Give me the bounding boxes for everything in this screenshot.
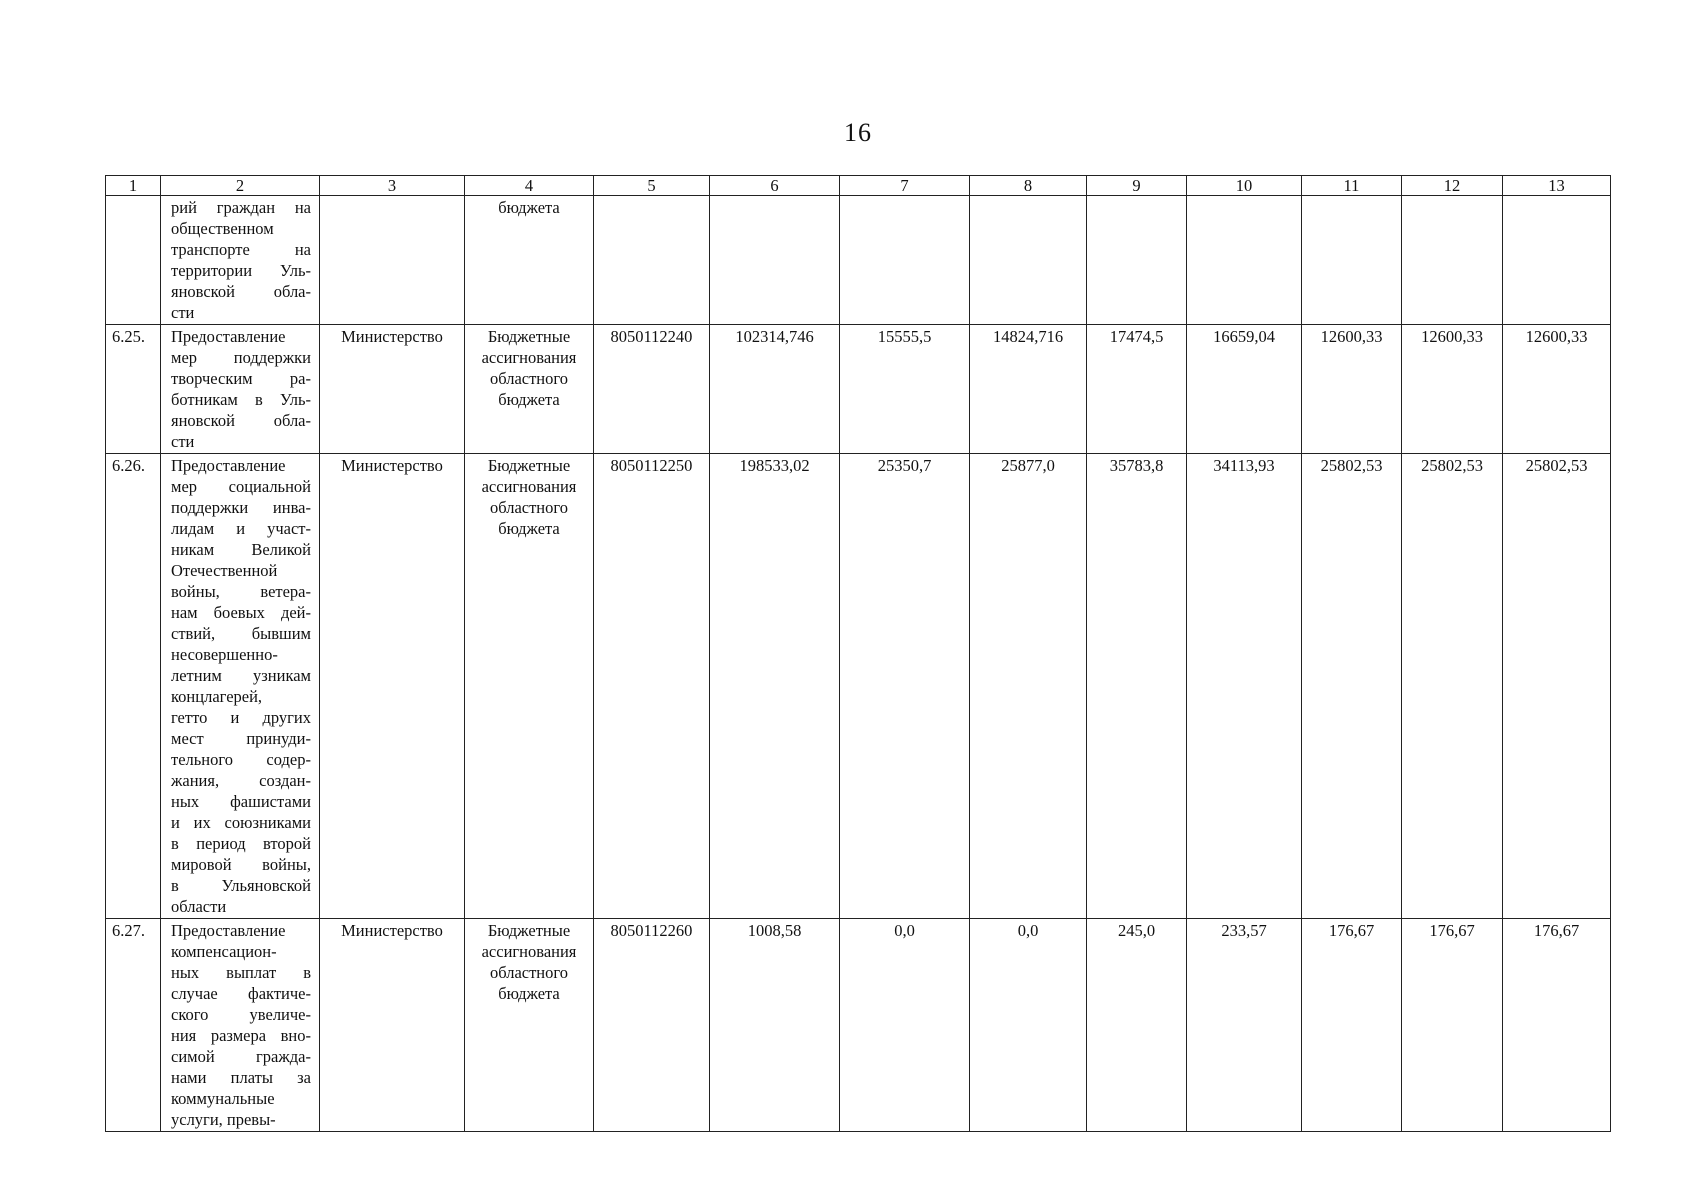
row-value-col-13: 176,67 [1503,919,1611,1132]
column-header-3: 3 [320,176,465,196]
funding-source-line: ассигнования [481,942,577,961]
column-header-6: 6 [710,176,840,196]
row-budget-code: 8050112240 [594,325,710,454]
description-line: Предоставление [171,327,286,346]
row-description [161,196,320,325]
row-executor: Министерство [320,919,465,1132]
description-line: сти [171,303,195,322]
row-value-col-10: 16659,04 [1187,325,1302,454]
description-line: симой гражда- [171,1047,311,1066]
row-value-col-13: 25802,53 [1503,454,1611,919]
row-executor: Министерство [320,454,465,919]
budget-table [105,175,1611,1132]
row-budget-code: 8050112250 [594,454,710,919]
header-row [106,176,1611,196]
description-line: тельного содер- [171,750,311,769]
description-line: яновской обла- [171,282,311,301]
description-line: и их союзниками [171,813,311,832]
description-line: яновской обла- [171,411,311,430]
description-line: мер социальной [171,477,311,496]
description-line: концлагерей, [171,687,263,706]
row-value-col-7: 15555,5 [840,325,970,454]
row-value-col-13 [1503,196,1611,325]
description-line: Предоставление [171,456,286,475]
row-value-col-6: 198533,02 [710,454,840,919]
row-number: 6.27. [106,919,161,1132]
row-value-col-6 [710,196,840,325]
table-row [106,325,1611,454]
row-value-col-7: 25350,7 [840,454,970,919]
row-value-col-9: 245,0 [1087,919,1187,1132]
funding-source-line: бюджета [498,984,560,1003]
description-line: общественном [171,219,274,238]
description-line: территории Уль- [171,261,311,280]
funding-source-line: ассигнования [481,348,577,367]
row-executor [320,196,465,325]
description-line: никам Великой [171,540,311,559]
description-line: поддержки инва- [171,498,311,517]
description-line: творческим ра- [171,369,311,388]
row-value-col-8 [970,196,1087,325]
row-description [161,325,320,454]
row-funding-source [465,454,594,919]
page-number: 16 [844,118,872,147]
row-number: 6.25. [106,325,161,454]
description-line: коммунальные [171,1089,275,1108]
column-header-10: 10 [1187,176,1302,196]
row-value-col-12: 12600,33 [1402,325,1503,454]
row-value-col-10: 233,57 [1187,919,1302,1132]
row-value-col-9 [1087,196,1187,325]
description-line: ных фашистами [171,792,311,811]
description-line: ского увеличе- [171,1005,311,1024]
funding-source-line: областного [489,498,568,517]
row-value-col-9: 35783,8 [1087,454,1187,919]
column-header-2: 2 [161,176,320,196]
description-line: несовершенно- [171,645,278,664]
description-line: ботникам в Уль- [171,390,311,409]
description-line: случае фактиче- [171,984,311,1003]
row-value-col-10 [1187,196,1302,325]
description-line: мировой войны, [171,855,311,874]
funding-source-line: ассигнования [481,477,577,496]
funding-source-line: Бюджетные [487,921,571,940]
row-number: 6.26. [106,454,161,919]
row-value-col-11: 25802,53 [1302,454,1402,919]
row-value-col-9: 17474,5 [1087,325,1187,454]
row-funding-source [465,196,594,325]
description-line: транспорте на [171,240,311,259]
description-line: рий граждан на [171,198,311,217]
column-header-1: 1 [106,176,161,196]
description-line: летним узникам [171,666,311,685]
description-line: нам боевых дей- [171,603,311,622]
row-description [161,454,320,919]
description-line: ствий, бывшим [171,624,311,643]
row-funding-source [465,325,594,454]
row-value-col-11: 176,67 [1302,919,1402,1132]
description-line: Отечественной [171,561,278,580]
column-header-4: 4 [465,176,594,196]
description-line: Предоставление [171,921,286,940]
column-header-7: 7 [840,176,970,196]
funding-source-line: областного [489,369,568,388]
column-header-8: 8 [970,176,1087,196]
description-line: ния размера вно- [171,1026,311,1045]
row-value-col-6: 102314,746 [710,325,840,454]
table-row [106,919,1611,1132]
description-line: области [171,897,227,916]
description-line: услуги, превы- [171,1110,276,1129]
description-line: лидам и участ- [171,519,311,538]
row-value-col-11: 12600,33 [1302,325,1402,454]
funding-source-line: Бюджетные [487,456,571,475]
row-value-col-7 [840,196,970,325]
row-value-col-8: 0,0 [970,919,1087,1132]
funding-source-line: бюджета [498,519,560,538]
row-value-col-11 [1302,196,1402,325]
row-value-col-7: 0,0 [840,919,970,1132]
row-value-col-8: 25877,0 [970,454,1087,919]
row-value-col-12 [1402,196,1503,325]
column-header-11: 11 [1302,176,1402,196]
description-line: мер поддержки [171,348,311,367]
row-funding-source [465,919,594,1132]
description-line: войны, ветера- [171,582,311,601]
funding-source-line: областного [489,963,568,982]
funding-source-line: Бюджетные [487,327,571,346]
description-line: нами платы за [171,1068,311,1087]
row-budget-code: 8050112260 [594,919,710,1132]
description-line: гетто и других [171,708,311,727]
row-description [161,919,320,1132]
row-executor: Министерство [320,325,465,454]
column-header-5: 5 [594,176,710,196]
description-line: в Ульяновской [171,876,311,895]
table-row [106,196,1611,325]
row-value-col-12: 176,67 [1402,919,1503,1132]
description-line: сти [171,432,195,451]
funding-source-line: бюджета [498,390,560,409]
column-header-13: 13 [1503,176,1611,196]
column-header-9: 9 [1087,176,1187,196]
table-row [106,454,1611,919]
description-line: в период второй [171,834,311,853]
row-value-col-6: 1008,58 [710,919,840,1132]
row-value-col-10: 34113,93 [1187,454,1302,919]
description-line: мест принуди- [171,729,311,748]
row-value-col-12: 25802,53 [1402,454,1503,919]
description-line: жания, создан- [171,771,311,790]
row-value-col-8: 14824,716 [970,325,1087,454]
column-header-12: 12 [1402,176,1503,196]
table-body [106,196,1611,1132]
row-number [106,196,161,325]
description-line: ных выплат в [171,963,311,982]
description-line: компенсацион- [171,942,277,961]
funding-source-line: бюджета [498,198,560,217]
row-budget-code [594,196,710,325]
row-value-col-13: 12600,33 [1503,325,1611,454]
